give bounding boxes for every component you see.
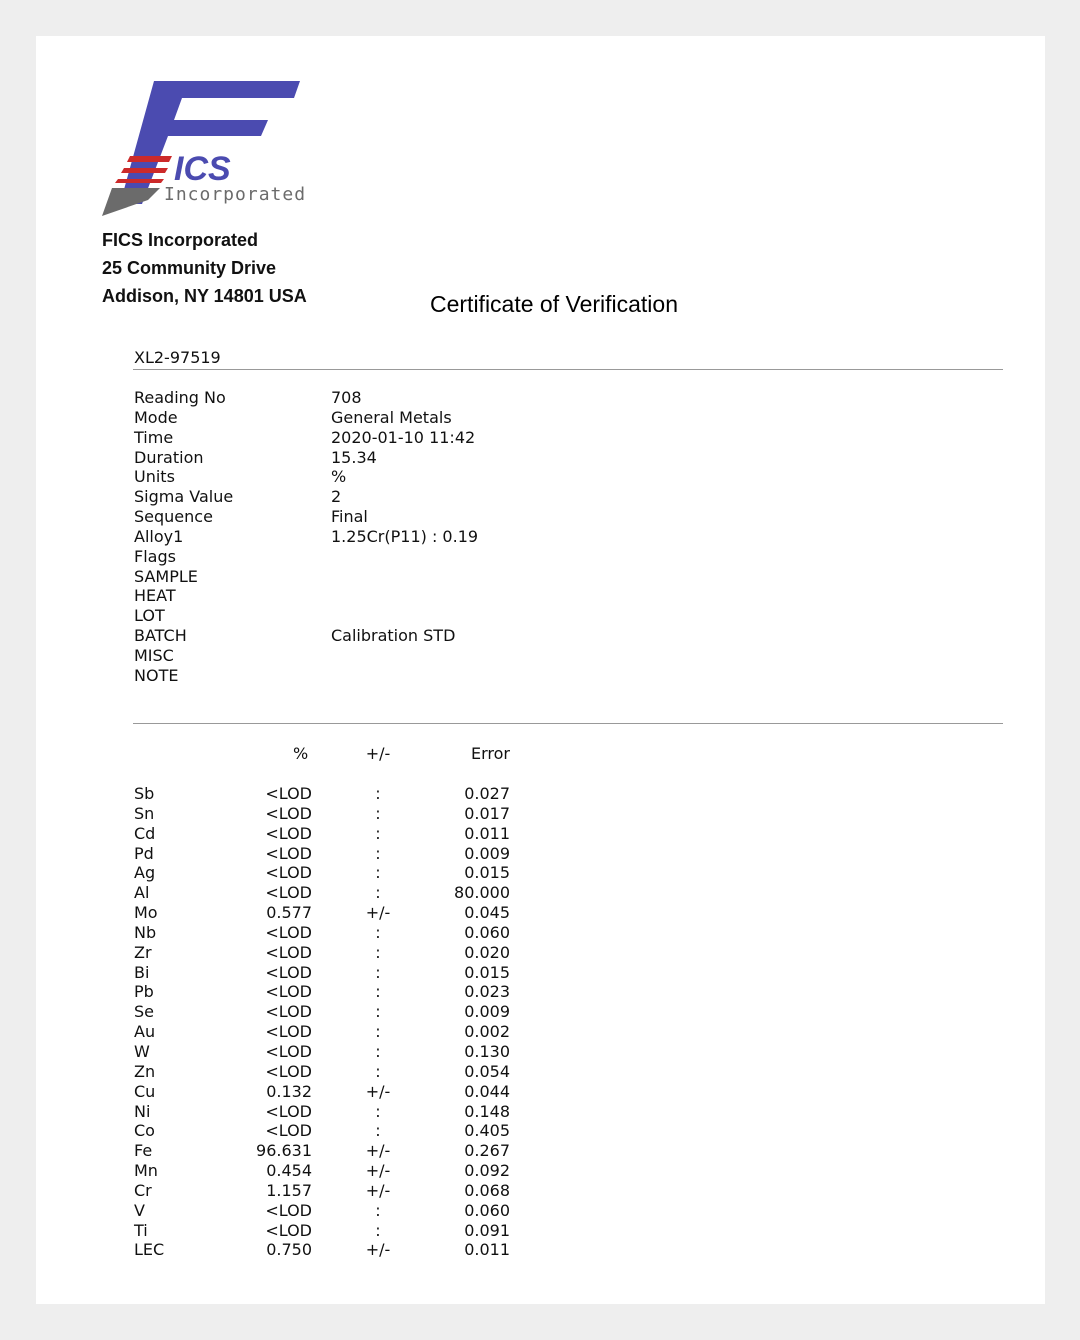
plus-minus-separator: : (375, 1200, 381, 1220)
plus-minus-separator: : (375, 922, 381, 942)
result-row (134, 903, 554, 923)
element-symbol: Mn (134, 1161, 158, 1181)
instrument-serial: XL2-97519 (134, 348, 221, 367)
plus-minus-separator: +/- (365, 1180, 391, 1200)
divider (133, 369, 1003, 370)
page-title: Certificate of Verification (430, 291, 679, 317)
field-label: Units (134, 467, 175, 487)
results-header (134, 744, 554, 764)
plus-minus-separator: : (375, 1121, 381, 1141)
element-error: 0.023 (464, 982, 510, 1002)
element-error: 0.060 (464, 922, 510, 942)
plus-minus-separator: : (375, 843, 381, 863)
result-row (134, 1121, 554, 1141)
plus-minus-separator: +/- (365, 1081, 391, 1101)
element-percent: 0.577 (266, 903, 312, 923)
result-row (134, 883, 554, 903)
field-value: 2 (331, 487, 342, 507)
element-symbol: Cu (134, 1081, 156, 1101)
result-row (134, 1141, 554, 1161)
result-row (134, 923, 554, 943)
element-symbol: Sn (134, 803, 155, 823)
element-error: 0.130 (464, 1041, 510, 1061)
result-row (134, 1062, 554, 1082)
element-error: 0.011 (464, 1240, 510, 1260)
element-percent: <LOD (265, 982, 312, 1002)
plus-minus-separator: : (375, 823, 381, 843)
element-symbol: V (134, 1200, 145, 1220)
result-row (134, 1221, 554, 1241)
certificate-page (36, 36, 1045, 1304)
element-percent: 0.454 (266, 1161, 312, 1181)
element-error: 0.011 (464, 823, 510, 843)
field-label: HEAT (134, 586, 176, 606)
element-symbol: Fe (134, 1141, 153, 1161)
element-error: 0.092 (464, 1161, 510, 1181)
element-percent: <LOD (265, 1022, 312, 1042)
result-row (134, 1240, 554, 1260)
field-label: Reading No (134, 388, 226, 407)
result-row (134, 982, 554, 1002)
error-column-header: Error (471, 744, 510, 763)
element-symbol: Cr (134, 1180, 152, 1200)
element-error: 0.267 (464, 1141, 510, 1161)
element-error: 0.044 (464, 1081, 510, 1101)
field-value: 15.34 (331, 447, 377, 467)
element-percent: <LOD (265, 863, 312, 883)
element-symbol: Zr (134, 942, 152, 962)
element-error: 0.405 (464, 1121, 510, 1141)
plus-minus-separator: : (375, 1101, 381, 1121)
field-label: Time (134, 427, 174, 447)
plus-minus-separator: : (375, 784, 381, 803)
element-symbol: Zn (134, 1061, 156, 1081)
plus-minus-separator: +/- (365, 903, 391, 923)
element-error: 0.027 (464, 784, 510, 803)
element-symbol: Ni (134, 1101, 151, 1121)
element-error: 0.015 (464, 962, 510, 982)
field-label: Duration (134, 447, 204, 467)
result-row (134, 1201, 554, 1221)
element-error: 0.002 (464, 1022, 510, 1042)
field-value: 708 (331, 388, 362, 407)
plus-minus-separator: +/- (365, 1240, 391, 1260)
element-symbol: Co (134, 1121, 155, 1141)
field-label: LOT (134, 606, 165, 626)
element-percent: <LOD (265, 883, 312, 903)
element-percent: <LOD (265, 784, 312, 803)
element-percent: <LOD (265, 922, 312, 942)
element-symbol: LEC (134, 1240, 165, 1260)
plus-minus-separator: : (375, 982, 381, 1002)
element-error: 0.009 (464, 843, 510, 863)
result-row (134, 1042, 554, 1062)
element-percent: <LOD (265, 942, 312, 962)
element-symbol: Se (134, 1002, 154, 1022)
element-percent: <LOD (265, 1200, 312, 1220)
result-row (134, 943, 554, 963)
plus-minus-separator: +/- (365, 1141, 391, 1161)
field-value: Calibration STD (331, 626, 456, 646)
result-row (134, 1102, 554, 1122)
plus-minus-separator: : (375, 1041, 381, 1061)
field-label: Alloy1 (134, 526, 184, 546)
element-percent: <LOD (265, 823, 312, 843)
element-error: 0.054 (464, 1061, 510, 1081)
plus-minus-separator: : (375, 1002, 381, 1022)
element-percent: <LOD (265, 803, 312, 823)
result-row (134, 784, 554, 804)
element-error: 80.000 (454, 883, 510, 903)
company-city: Addison, NY 14801 USA (102, 286, 307, 306)
plus-minus-separator: : (375, 942, 381, 962)
plus-minus-column-header: +/- (365, 744, 391, 763)
element-error: 0.068 (464, 1180, 510, 1200)
plus-minus-separator: : (375, 1061, 381, 1081)
element-percent: <LOD (265, 1002, 312, 1022)
element-percent: <LOD (265, 1061, 312, 1081)
result-row (134, 1002, 554, 1022)
element-percent: <LOD (265, 1121, 312, 1141)
element-symbol: Sb (134, 784, 155, 803)
element-percent: <LOD (265, 1041, 312, 1061)
logo-mark-text: ICS (174, 150, 231, 188)
result-row (134, 804, 554, 824)
fics-logo (98, 76, 308, 226)
element-symbol: Nb (134, 922, 157, 942)
plus-minus-separator: : (375, 1220, 381, 1240)
result-row (134, 1181, 554, 1201)
element-symbol: Mo (134, 903, 158, 923)
element-symbol: Ag (134, 863, 156, 883)
element-symbol: Pd (134, 843, 154, 863)
company-address (102, 226, 307, 310)
element-percent: <LOD (265, 1101, 312, 1121)
element-error: 0.091 (464, 1220, 510, 1240)
element-error: 0.060 (464, 1200, 510, 1220)
plus-minus-separator: : (375, 803, 381, 823)
field-label: Sigma Value (134, 487, 234, 507)
element-symbol: Pb (134, 982, 154, 1002)
element-error: 0.020 (464, 942, 510, 962)
plus-minus-separator: : (375, 1022, 381, 1042)
result-row (134, 963, 554, 983)
element-symbol: Ti (134, 1220, 148, 1240)
field-value: 1.25Cr(P11) : 0.19 (331, 526, 479, 546)
result-row (134, 824, 554, 844)
field-value: % (331, 467, 347, 487)
element-symbol: Au (134, 1022, 156, 1042)
element-symbol: Al (134, 883, 150, 903)
element-error: 0.009 (464, 1002, 510, 1022)
element-error: 0.045 (464, 903, 510, 923)
field-label: Mode (134, 407, 178, 427)
field-value: 2020-01-10 11:42 (331, 427, 476, 447)
result-row (134, 863, 554, 883)
element-symbol: W (134, 1041, 150, 1061)
field-label: NOTE (134, 665, 179, 685)
element-percent: <LOD (265, 962, 312, 982)
result-row (134, 1022, 554, 1042)
element-error: 0.148 (464, 1101, 510, 1121)
logo-sub-text: Incorporated (164, 184, 307, 205)
result-row (134, 1082, 554, 1102)
field-value: Final (331, 507, 368, 527)
results-table (134, 784, 554, 1260)
element-percent: <LOD (265, 843, 312, 863)
element-error: 0.017 (464, 803, 510, 823)
element-percent: 0.750 (266, 1240, 312, 1260)
divider (133, 723, 1003, 724)
company-name: FICS Incorporated (102, 230, 259, 250)
element-symbol: Bi (134, 962, 150, 982)
element-percent: 0.132 (266, 1081, 312, 1101)
plus-minus-separator: : (375, 962, 381, 982)
element-symbol: Cd (134, 823, 156, 843)
element-percent: 96.631 (256, 1141, 312, 1161)
plus-minus-separator: : (375, 863, 381, 883)
field-label: SAMPLE (134, 566, 198, 586)
field-label: MISC (134, 645, 174, 665)
field-label: Sequence (134, 507, 213, 527)
field-label: BATCH (134, 626, 187, 646)
element-percent: <LOD (265, 1220, 312, 1240)
percent-column-header: % (293, 744, 309, 763)
plus-minus-separator: : (375, 883, 381, 903)
element-error: 0.015 (464, 863, 510, 883)
result-row (134, 1161, 554, 1181)
field-label: Flags (134, 546, 176, 566)
result-row (134, 844, 554, 864)
company-street: 25 Community Drive (102, 258, 277, 278)
plus-minus-separator: +/- (365, 1161, 391, 1181)
element-percent: 1.157 (266, 1180, 312, 1200)
field-value: General Metals (331, 407, 452, 427)
